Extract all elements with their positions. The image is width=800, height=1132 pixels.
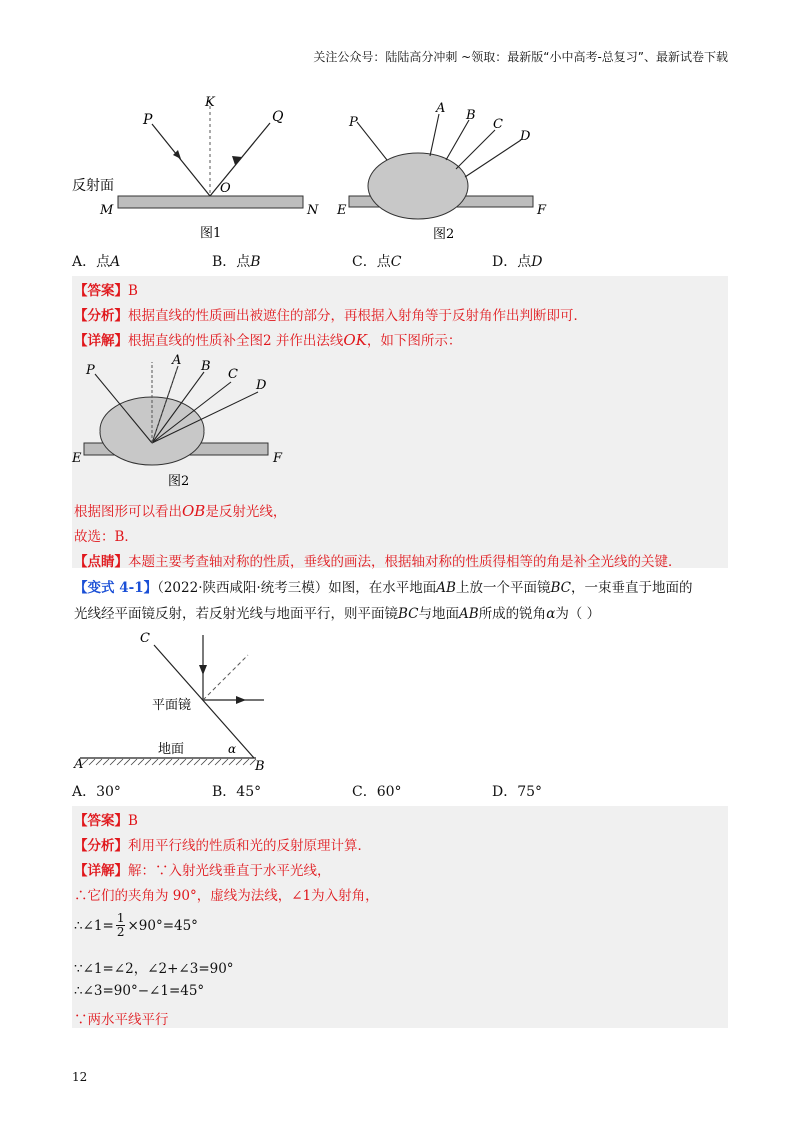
label-p: P (143, 112, 153, 128)
arrow-reflected (236, 696, 246, 704)
label-e: E (72, 451, 82, 466)
label-b: B (466, 108, 476, 123)
label-ground: 地面 (158, 742, 185, 757)
incident-ray-po (152, 124, 210, 196)
q2-option-a: A．30° (72, 784, 121, 800)
label-f: F (273, 451, 283, 466)
label-mirror: 平面镜 (152, 698, 192, 713)
analysis-1: 【分析】根据直线的性质画出被遮住的部分，再根据入射角等于反射角作出判断即可． (74, 308, 587, 324)
ray-d (465, 140, 521, 177)
figure-2-occluded (335, 98, 560, 248)
q2-stem-line-2: 光线经平面镜反射，若反射光线与地面平行，则平面镜BC与地面AB所成的锐角α为（ ） (74, 606, 601, 622)
page-number: 12 (72, 1070, 88, 1084)
q1-option-b: B．点B (212, 254, 261, 270)
label-c: C (140, 631, 150, 646)
ray-b (446, 120, 469, 160)
label-n: N (307, 203, 319, 218)
q1-option-c: C．点C (352, 254, 402, 270)
detail-1: 【详解】根据直线的性质补全图2 并作出法线OK，如下图所示： (74, 331, 462, 349)
fig2-completed-caption: 图2 (168, 474, 190, 489)
label-b: B (255, 759, 265, 774)
q2-stem-line-1: 【变式 4-1】（2022·陕西咸阳·统考三模）如图，在水平地面AB上放一个平面镜BC，一束垂直于地面的 (74, 580, 693, 596)
reflected-ray-oq (210, 123, 270, 196)
detail-2-line-6: ∵两水平线平行 (74, 1012, 169, 1028)
detail-2-line-4: ∵∠1=∠2，∠2+∠3=90° (74, 961, 234, 977)
label-m: M (100, 203, 114, 218)
ray-p (357, 122, 387, 160)
label-d: D (256, 378, 267, 393)
figure-mirror (70, 625, 280, 775)
fig1-caption: 图1 (200, 226, 222, 241)
label-p: P (86, 363, 95, 378)
label-f: F (537, 203, 547, 218)
analysis-2: 【分析】利用平行线的性质和光的反射原理计算． (74, 838, 371, 854)
normal-dashed (203, 655, 248, 700)
q2-option-c: C．60° (352, 784, 402, 800)
ground-hatching (82, 759, 256, 765)
figure-2-completed (68, 352, 293, 492)
label-a: A (172, 353, 182, 368)
label-o: O (220, 181, 231, 196)
q1-option-d: D．点D (492, 254, 543, 270)
fraction-half: $\frac{1}{2}$ (116, 911, 125, 939)
label-a: A (436, 101, 446, 116)
answer-2: 【答案】B (74, 813, 138, 829)
page-header: 关注公众号：陆陆高分冲刺 ~领取：最新版“小中高考-总复习”、最新试卷下载 (313, 50, 728, 64)
label-b: B (201, 359, 211, 374)
arrow-incident (199, 665, 207, 675)
choice-1: 故选：B． (74, 529, 138, 545)
detail-2-line-2: ∴它们的夹角为 90°，虚线为法线，∠1为入射角， (74, 888, 379, 904)
label-alpha: α (228, 742, 237, 756)
label-k: K (205, 95, 215, 110)
label-c: C (228, 367, 238, 382)
reflecting-surface-mn (118, 196, 303, 208)
figure-1-reflection (60, 90, 330, 250)
q2-option-d: D．75° (492, 784, 543, 800)
label-a: A (74, 757, 84, 772)
label-p: P (349, 115, 358, 130)
q1-option-a: A．点A (72, 254, 121, 270)
label-q: Q (272, 109, 284, 125)
ray-c (456, 130, 495, 169)
label-e: E (337, 203, 347, 218)
answer-1: 【答案】B (74, 283, 138, 299)
label-d: D (520, 129, 531, 144)
detail-2: 【详解】解：∵入射光线垂直于水平光线， (74, 863, 331, 879)
surface-label: 反射面 (72, 178, 114, 194)
comment-1: 【点睛】本题主要考查轴对称的性质，垂线的画法，根据轴对称的性质得相等的角是补全光线的关键． (74, 554, 682, 570)
conclusion-1: 根据图形可以看出OB是反射光线， (74, 502, 287, 520)
ray-a (430, 114, 439, 156)
fig2-caption: 图2 (433, 227, 455, 242)
label-c: C (493, 117, 503, 132)
detail-2-line-5: ∴∠3=90°−∠1=45° (74, 983, 205, 999)
occluding-ellipse (368, 153, 468, 219)
detail-2-line-3: ∴∠1= $\frac{1}{2}$ ×90°=45° (74, 911, 198, 939)
q2-option-b: B．45° (212, 784, 262, 800)
